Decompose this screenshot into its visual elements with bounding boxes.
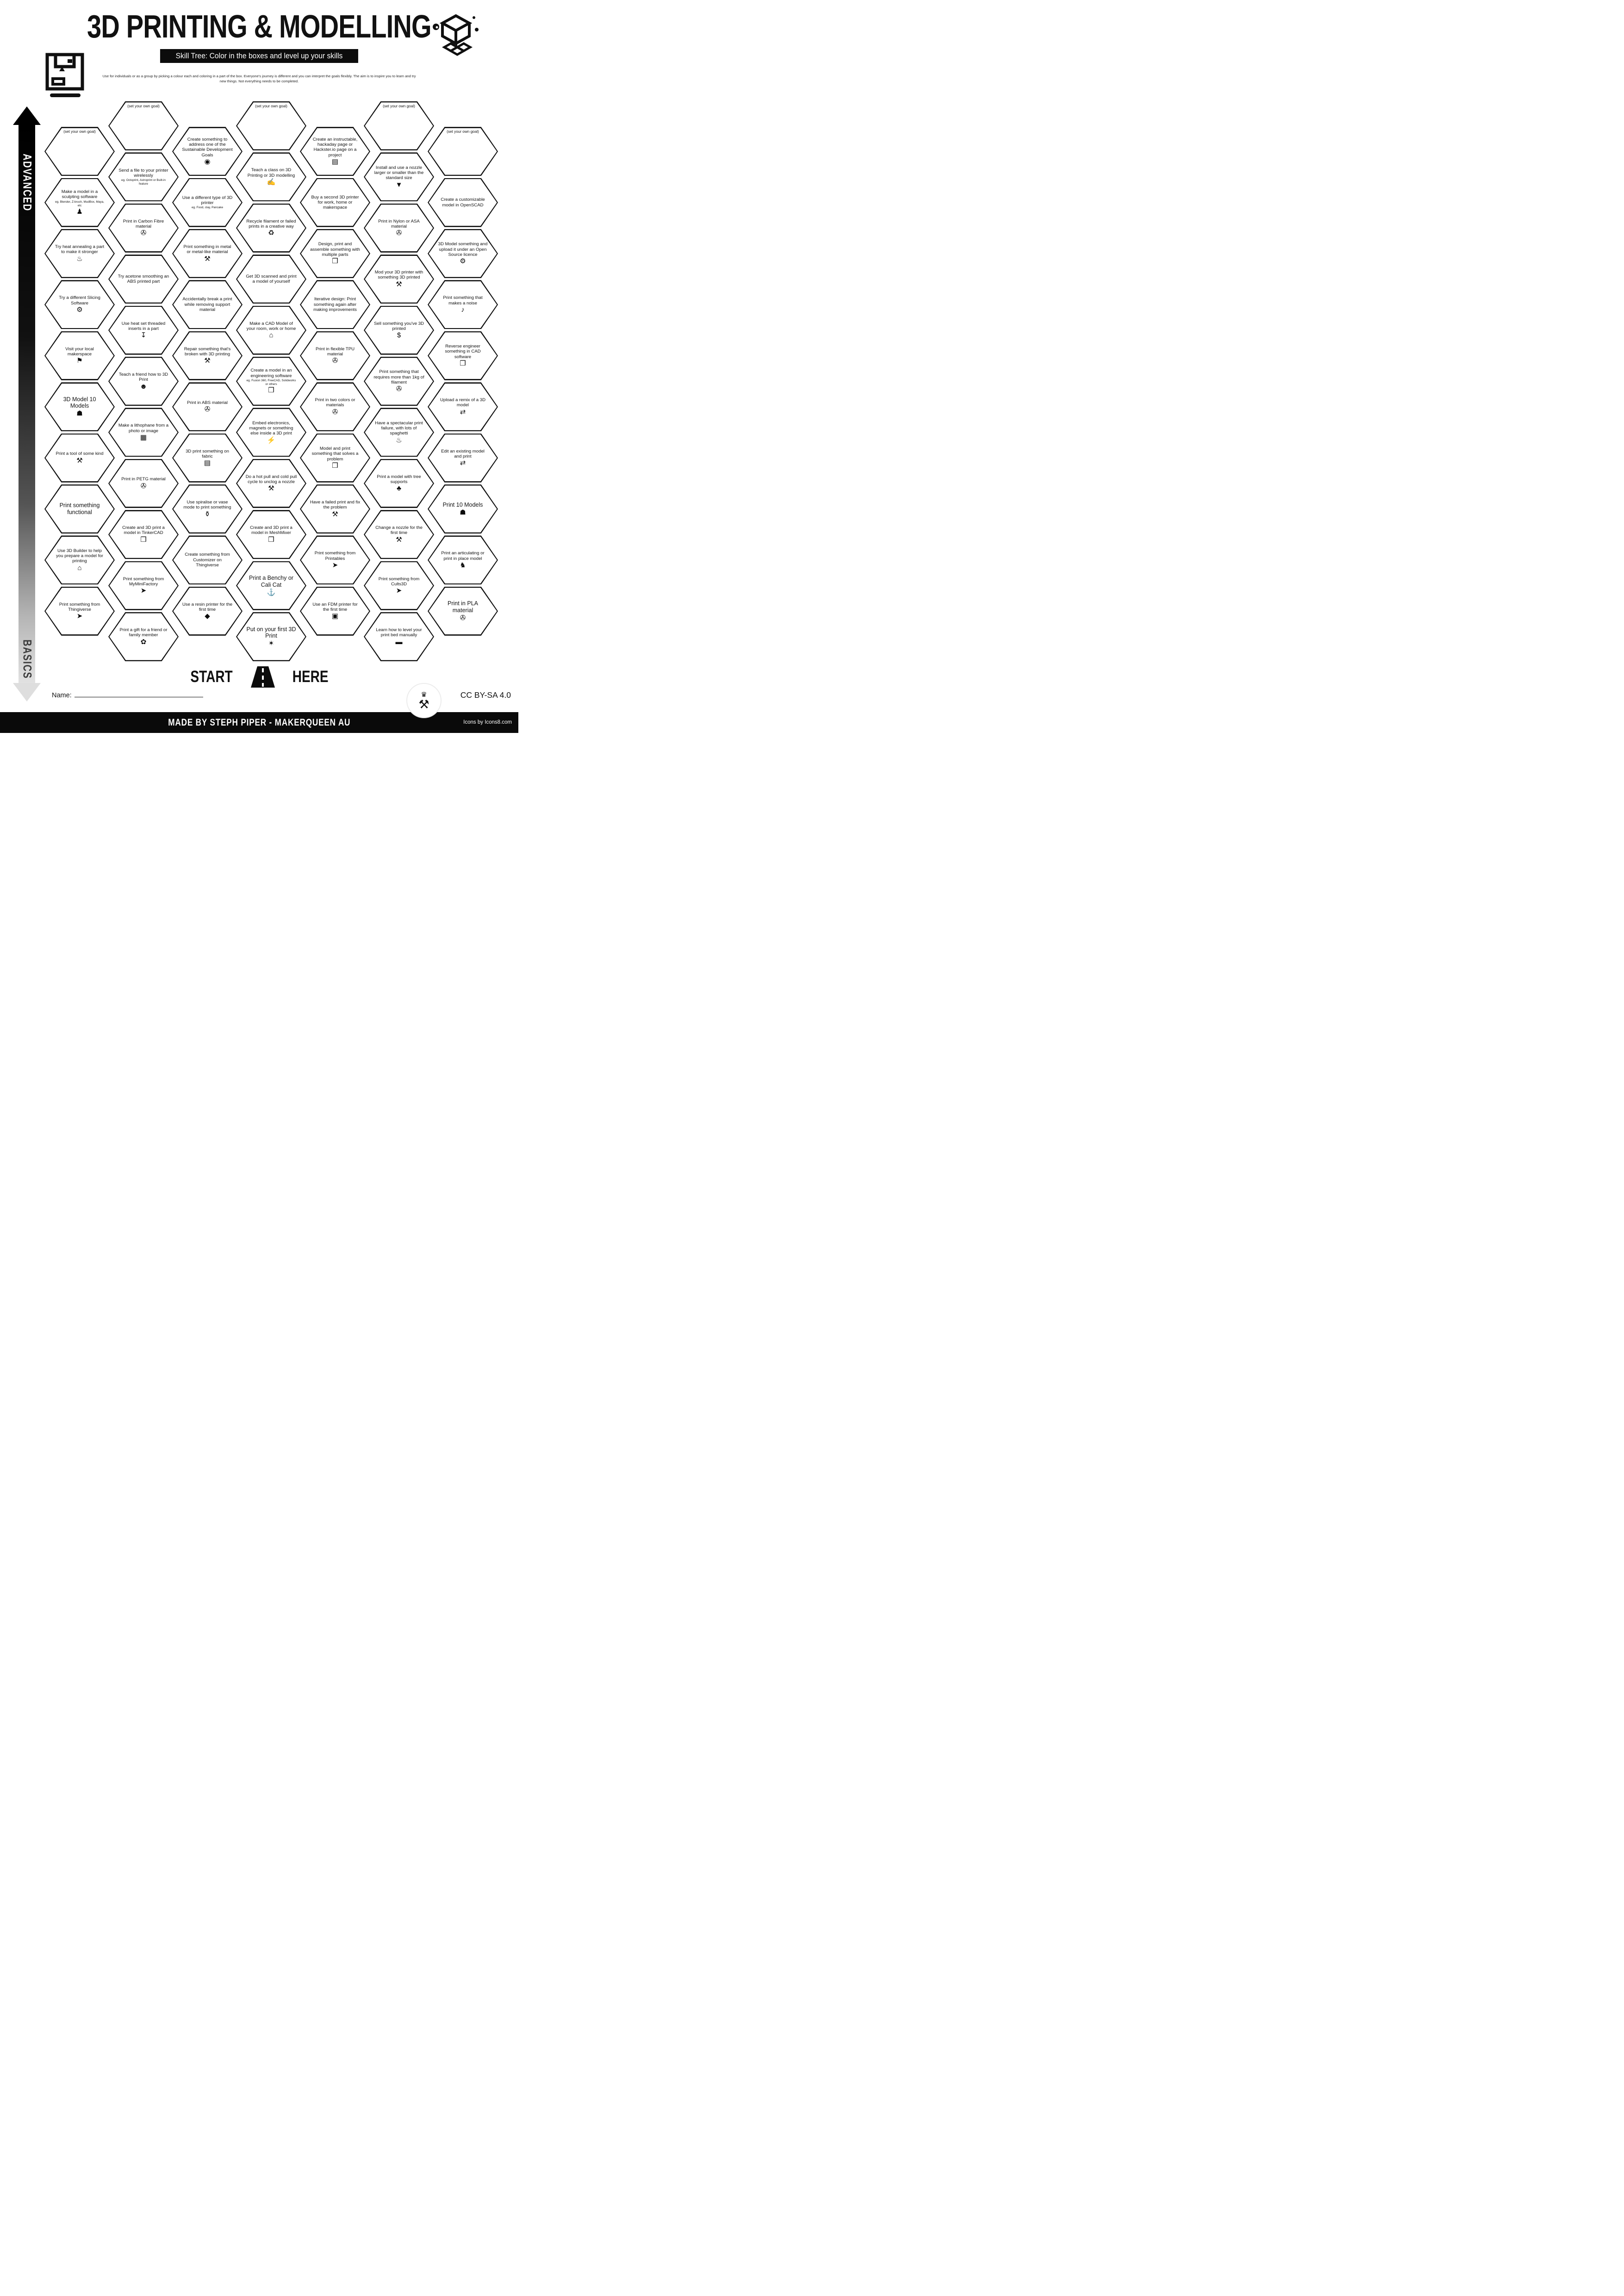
tools-icon: ⚒ xyxy=(268,484,274,493)
skill-label: Recycle filament or failed prints in a creative way xyxy=(246,218,296,230)
advanced-label: ADVANCED xyxy=(20,154,34,211)
skill-hexagon[interactable] xyxy=(44,535,115,584)
skill-hexagon[interactable] xyxy=(428,229,498,278)
sculpture-icon: ♟ xyxy=(76,207,83,216)
skill-hexagon[interactable] xyxy=(236,561,306,610)
skill-hexagon[interactable] xyxy=(172,484,243,534)
skill-hexagon[interactable] xyxy=(44,587,115,636)
fdm-printer-icon: ▣ xyxy=(331,612,339,621)
skill-label: Print in Carbon Fibre material xyxy=(123,218,164,230)
skill-hexagon[interactable] xyxy=(236,204,306,253)
skill-hexagon[interactable] xyxy=(108,510,179,559)
skill-label: Visit your local makerspace xyxy=(65,346,94,357)
document-icon: ▤ xyxy=(331,158,339,166)
skill-label: Print something from Cults3D xyxy=(378,576,420,587)
skill-hexagon[interactable] xyxy=(364,204,434,253)
skill-label: Use heat set threaded inserts in a part xyxy=(121,321,166,331)
skill-hexagon[interactable] xyxy=(364,510,434,559)
cake-icon: ☗ xyxy=(460,508,466,516)
skill-hexagon[interactable] xyxy=(108,408,179,457)
skill-label: Print something in metal or metal-like material xyxy=(183,244,231,255)
benchy-boat-icon: ⚓ xyxy=(267,588,276,596)
skill-sub-label: eg. Octoprint, Astroprint or Built-in feature xyxy=(121,179,166,186)
skill-label: Learn how to level your print bed manually xyxy=(376,627,422,638)
skill-hexagon[interactable] xyxy=(428,535,498,584)
skill-label: Design, print and assemble something with multiple parts xyxy=(310,242,360,257)
tools-icon: ⚒ xyxy=(396,280,402,288)
skill-label: (set your own goal) xyxy=(255,104,287,108)
filament-spool-icon: ✇ xyxy=(460,614,466,622)
skill-label: Buy a second 3D printer for work, home or makerspace xyxy=(311,194,359,211)
difficulty-axis-arrow xyxy=(13,106,41,701)
skill-hexagon[interactable] xyxy=(428,434,498,483)
skill-label: Print something from MyMiniFactory xyxy=(123,576,164,587)
skill-sub-label: eg. Blender, Z-brush, MudBox, Maya, etc xyxy=(55,200,104,207)
skill-hexagon[interactable] xyxy=(428,587,498,636)
start-label: START xyxy=(190,668,233,686)
skill-hexagon[interactable] xyxy=(364,357,434,406)
resin-drop-icon: ◆ xyxy=(205,612,210,621)
gift-bow-icon: ✿ xyxy=(140,638,147,646)
skill-hexagon[interactable] xyxy=(108,357,179,406)
skill-label: Get 3D scanned and print a model of yourself xyxy=(246,273,297,285)
skill-label: Print a Benchy or Cali Cat xyxy=(249,575,293,588)
tools-icon: ⚒ xyxy=(332,510,338,518)
skill-label: Accidentally break a print while removing support material xyxy=(182,297,232,313)
presenter-icon: ✍ xyxy=(267,178,276,186)
skill-hexagon[interactable] xyxy=(44,331,115,380)
skill-hexagon[interactable] xyxy=(300,484,370,534)
skill-hexagon[interactable] xyxy=(300,535,370,584)
cursor-click-icon: ➤ xyxy=(396,587,402,595)
skill-hexagon[interactable] xyxy=(172,280,243,329)
skill-label: Reverse engineer something in CAD software xyxy=(445,344,481,360)
cake-icon: ☗ xyxy=(76,410,83,418)
filament-spools-icon: ✇ xyxy=(396,385,402,393)
nozzle-icon: ▼ xyxy=(395,180,403,189)
page-title: 3D PRINTING & MODELLING xyxy=(87,8,431,44)
skill-hexagon[interactable] xyxy=(108,204,179,253)
money-bag-icon: $ xyxy=(397,331,401,340)
skill-hexagon[interactable] xyxy=(44,229,115,278)
skill-hexagon[interactable] xyxy=(172,434,243,483)
skill-hexagon[interactable] xyxy=(108,152,179,201)
skill-hexagon[interactable] xyxy=(108,306,179,355)
skill-hexagon[interactable] xyxy=(44,434,115,483)
skill-hexagon[interactable] xyxy=(300,127,370,176)
skill-label: (set your own goal) xyxy=(127,104,160,108)
skill-hexagon[interactable] xyxy=(44,484,115,534)
3d-builder-icon: ⌂ xyxy=(77,564,82,572)
skill-label: Teach a friend how to 3D Print xyxy=(118,372,168,383)
cubes-icon: ❒ xyxy=(332,257,338,266)
goal-hexagon[interactable] xyxy=(44,127,115,176)
skill-label: Create and 3D print a model in MeshMixer xyxy=(250,525,292,536)
skill-label: Print something that makes a noise xyxy=(443,295,483,306)
skill-label: Print something functional xyxy=(59,502,100,515)
skill-hexagon[interactable] xyxy=(364,408,434,457)
tree-icon: ♣ xyxy=(397,484,401,493)
filament-spool-icon: ✇ xyxy=(204,405,211,414)
basics-label: BASICS xyxy=(20,639,34,679)
skill-label: Do a hot pull and cold pull cycle to unclog a nozzle xyxy=(245,474,297,485)
noodle-bowl-icon: ♨ xyxy=(396,436,402,444)
skill-label: Print a model with tree supports xyxy=(377,474,421,485)
skill-hexagon[interactable] xyxy=(108,561,179,610)
skill-label: Make a model in a sculpting software xyxy=(61,189,98,200)
crown-icon: ♛ xyxy=(421,690,427,699)
laptop-gear-icon: ⚙ xyxy=(76,305,83,314)
ruler-icon: ▬ xyxy=(395,638,403,646)
tools-icon: ⚒ xyxy=(76,456,83,465)
cube-icon: ❒ xyxy=(268,386,274,395)
tools-icon: ⚒ xyxy=(396,535,402,544)
skill-hexagon[interactable] xyxy=(236,408,306,457)
skill-label: Try acetone smoothing an ABS printed part xyxy=(118,273,169,285)
skill-hexagon[interactable] xyxy=(44,382,115,431)
skill-hexagon[interactable] xyxy=(364,612,434,661)
threaded-insert-icon: ↧ xyxy=(140,331,147,340)
skill-label: Print a gift for a friend or family member xyxy=(119,627,168,638)
skill-label: Change a nozzle for the first time xyxy=(375,525,423,536)
skill-label: Print in PLA material xyxy=(447,600,478,614)
makerqueen-badge xyxy=(406,683,442,718)
skill-label: Use an FDM printer for the first time xyxy=(312,602,358,613)
name-row xyxy=(52,691,203,699)
skill-label: Install and use a nozzle larger or smaller than the standard size xyxy=(374,165,424,181)
skill-label: Print something that requires more than 1kg of filament xyxy=(373,369,424,385)
cube-icon: ❒ xyxy=(460,360,466,368)
skill-hexagon[interactable] xyxy=(428,331,498,380)
skill-label: Mod your 3D printer with something 3D printed xyxy=(374,270,423,280)
skill-label: Print something from Printables xyxy=(314,551,356,561)
whistle-icon: ♪ xyxy=(461,305,465,314)
skill-label: (set your own goal) xyxy=(383,104,415,108)
cube-icon: ❒ xyxy=(140,535,147,544)
sdg-wheel-icon: ◉ xyxy=(204,158,211,166)
skill-label: Create and 3D print a model in TinkerCAD xyxy=(122,525,165,536)
skill-hexagon[interactable] xyxy=(300,382,370,431)
skill-hexagon[interactable] xyxy=(172,229,243,278)
skill-hexagon[interactable] xyxy=(428,382,498,431)
image-icon: ▦ xyxy=(140,433,147,441)
goal-hexagon[interactable] xyxy=(108,101,179,150)
skill-hexagon[interactable] xyxy=(300,229,370,278)
skill-label: 3D Model 10 Models xyxy=(63,396,96,410)
icons8-credit: Icons by Icons8.com xyxy=(463,720,512,725)
cursor-click-icon: ➤ xyxy=(332,561,338,569)
skill-hexagon[interactable] xyxy=(236,459,306,508)
skill-hexagon[interactable] xyxy=(172,587,243,636)
skill-label: Create something to address one of the Sustainable Development Goals xyxy=(182,137,233,158)
skill-sub-label: eg. Food, clay, Pancake xyxy=(191,206,224,210)
skill-label: Use 3D Builder to help you prepare a model for printing xyxy=(56,548,103,564)
skill-label: Model and print something that solves a problem xyxy=(311,446,359,462)
led-icon: ⚡ xyxy=(267,436,276,444)
skill-hexagon[interactable] xyxy=(364,254,434,304)
party-popper-icon: ✶ xyxy=(268,639,274,647)
people-laptop-icon: ☻ xyxy=(140,382,147,391)
skill-label: Create a customizable model in OpenSCAD xyxy=(441,197,485,208)
skill-label: Try a different Slicing Software xyxy=(59,295,100,306)
skill-hexagon[interactable] xyxy=(236,152,306,201)
skill-label: Use a resin printer for the first time xyxy=(182,602,233,613)
skill-hexagon[interactable] xyxy=(236,510,306,559)
skill-label: Embed electronics, magnets or something else inside a 3D print xyxy=(249,420,293,436)
skill-hexagon[interactable] xyxy=(236,254,306,304)
skill-label: Iterative design: Print something again after making improvements xyxy=(313,297,357,313)
skill-label: Upload a remix of a 3D model xyxy=(440,397,486,408)
footer-bar xyxy=(0,712,518,733)
skill-label: Make a lithophane from a photo or image xyxy=(118,423,169,434)
skill-label: (set your own goal) xyxy=(63,130,96,134)
skill-label: Have a failed print and fix the problem xyxy=(310,499,361,510)
skill-label: Send a file to your printer wirelessly xyxy=(118,168,168,178)
skill-hexagon[interactable] xyxy=(300,178,370,227)
recycle-icon: ♻ xyxy=(268,229,274,237)
name-label: Name: xyxy=(52,692,72,699)
dragon-icon: ♞ xyxy=(460,561,466,569)
skill-hexagon[interactable] xyxy=(428,280,498,329)
tools-icon: ⚒ xyxy=(204,357,211,365)
open-source-gear-icon: ⚙ xyxy=(460,257,466,266)
skill-label: Put on your first 3D Print xyxy=(246,626,296,639)
skill-hexagon[interactable] xyxy=(364,306,434,355)
skill-label: Print 10 Models xyxy=(442,501,483,508)
skill-label: Create a model in an engineering software xyxy=(250,368,292,379)
skill-hexagon[interactable] xyxy=(428,484,498,534)
skill-label: 3D print something on fabric xyxy=(186,448,229,459)
skill-label: Try heat annealing a part to make it stronger xyxy=(55,244,105,255)
fabric-icon: ▤ xyxy=(204,459,211,467)
skill-sub-label: eg. Fusion 360, FreeCAD, Solidworks or others xyxy=(246,379,296,386)
skill-hexagon[interactable] xyxy=(300,434,370,483)
skill-label: Sell something you've 3D printed xyxy=(374,321,424,331)
footer-credit: MADE BY STEPH PIPER - MAKERQUEEN AU xyxy=(168,717,351,728)
skill-label: Edit an existing model and print xyxy=(441,448,485,459)
filament-spool-icon: ✇ xyxy=(140,482,147,490)
skill-hexagon[interactable] xyxy=(300,280,370,329)
skill-label: Have a spectacular print failure, with lots of spaghetti xyxy=(375,420,423,436)
cursor-click-icon: ➤ xyxy=(76,612,83,621)
skill-label: Print in Nylon or ASA material xyxy=(378,218,420,230)
skill-hexagon[interactable] xyxy=(172,178,243,227)
map-pin-icon: ⚑ xyxy=(76,357,83,365)
goal-hexagon[interactable] xyxy=(428,127,498,176)
goal-hexagon[interactable] xyxy=(364,101,434,150)
skill-hexagon[interactable] xyxy=(300,587,370,636)
skill-label: Use a different type of 3D printer xyxy=(182,195,233,206)
skill-label: Print in PETG material xyxy=(121,477,166,482)
road-icon xyxy=(244,665,281,689)
skill-label: Create something from Customizer on Thingiverse xyxy=(185,552,230,568)
filament-spool-icon: ✇ xyxy=(332,357,338,365)
skill-hexagon[interactable] xyxy=(364,561,434,610)
subtitle-banner: Skill Tree: Color in the boxes and level up your skills xyxy=(160,49,358,63)
skill-hexagon[interactable] xyxy=(236,612,306,661)
vase-icon: ⚱ xyxy=(204,510,211,518)
skill-hexagon[interactable] xyxy=(172,382,243,431)
skill-hexagon[interactable] xyxy=(108,459,179,508)
skill-label: 3D Model something and upload it under an Open Source licence xyxy=(438,242,488,257)
skill-label: Use spiralise or vase mode to print something xyxy=(183,499,231,510)
cube-icon: ❒ xyxy=(332,461,338,470)
house-icon: ⌂ xyxy=(269,331,274,340)
filament-spool-icon: ✇ xyxy=(332,408,338,416)
skill-hexagon[interactable] xyxy=(172,127,243,176)
skill-label: Make a CAD Model of your room, work or home xyxy=(246,321,296,331)
skill-label: Print a tool of some kind xyxy=(56,451,104,457)
skill-label: Print an articulating or print in place model xyxy=(441,551,485,561)
description-text: Use for individuals or as a group by picking a colour each and coloring in a part of the box. Everyone's journey is different and you can interpret the goals flexibly. The aim is to inspire you to learn and try new things. Not everything needs to be completed. xyxy=(102,74,416,83)
skill-hexagon[interactable] xyxy=(364,459,434,508)
cursor-click-icon: ➤ xyxy=(140,587,147,595)
skill-hexagon[interactable] xyxy=(172,331,243,380)
skill-label: Create an instructable, hackaday page or Hackster.io page on a project xyxy=(312,137,358,158)
3d-printer-logo-icon xyxy=(44,53,88,100)
thermometer-up-icon: ♨ xyxy=(76,254,83,263)
skill-hexagon[interactable] xyxy=(108,612,179,661)
goal-hexagon[interactable] xyxy=(236,101,306,150)
skill-tree-poster xyxy=(0,0,518,733)
skill-label: Repair something that's broken with 3D printing xyxy=(184,346,231,357)
skill-hexagon[interactable] xyxy=(44,280,115,329)
remix-arrows-icon: ⇄ xyxy=(460,408,466,416)
cube-icon: ❒ xyxy=(268,535,274,544)
remix-arrows-icon: ⇄ xyxy=(460,459,466,467)
skill-label: Print in ABS material xyxy=(187,400,228,405)
skill-hexagon[interactable] xyxy=(364,152,434,201)
filament-spool-icon: ✇ xyxy=(140,229,147,237)
license-label: CC BY-SA 4.0 xyxy=(460,690,511,700)
skill-label: Print in two colors or materials xyxy=(315,397,355,408)
filament-spool-icon: ✇ xyxy=(396,229,402,237)
skill-hexagon[interactable] xyxy=(172,535,243,584)
skill-hexagon[interactable] xyxy=(44,178,115,227)
here-label: HERE xyxy=(292,668,329,686)
skill-hexagon[interactable] xyxy=(236,357,306,406)
skill-label: (set your own goal) xyxy=(447,130,479,134)
crossed-tools-icon: ⚒ xyxy=(418,697,429,711)
skill-label: Print something from Thingiverse xyxy=(59,602,100,613)
start-here-row xyxy=(0,665,518,689)
skill-hexagon[interactable] xyxy=(236,306,306,355)
skill-label: Teach a class on 3D Printing or 3D modelling xyxy=(247,168,295,178)
anvil-icon: ⚒ xyxy=(204,254,211,263)
skill-hexagon[interactable] xyxy=(300,331,370,380)
skill-label: Print in flexible TPU material xyxy=(315,346,355,357)
skill-hexagon[interactable] xyxy=(108,254,179,304)
name-input-line[interactable] xyxy=(75,691,203,697)
skill-hexagon[interactable] xyxy=(428,178,498,227)
